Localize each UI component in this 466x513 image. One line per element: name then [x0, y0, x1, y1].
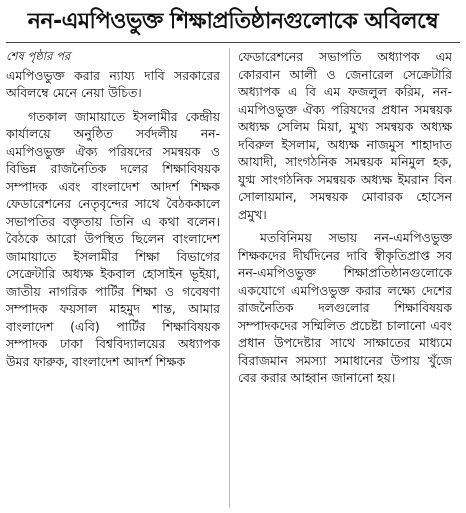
headline-rule	[6, 42, 460, 43]
right-column	[238, 48, 452, 508]
column-divider	[229, 48, 230, 508]
headline-box	[8, 4, 458, 40]
continued-label: শেষ পৃষ্ঠার পর	[6, 49, 71, 63]
left-column	[6, 48, 220, 508]
article-paragraph: গতকাল জামায়াতে ইসলামীর কেন্দ্রীয় কার্যালয়ে অনুষ্ঠিত সর্বদলীয় নন-এমপিওভুক্ত ঐক্য পরিষদের সমন্বয়ক ও বিভিন্ন রাজনৈতিক দলের শিক্ষাবিষয়ক সম্পাদক এবং বাংলাদেশ আদর্শ শিক্ষক ফেডারেশনের নেতৃবৃন্দের সাথে বৈঠককালে সভাপতির বক্তৃতায় তিনি এ কথা বলেন। বৈঠকে আরো উপস্থিত ছিলেন বাংলাদেশ জামায়াতে ইসলামীর শিক্ষা বিভাগের সেক্রেটারি অধ্যক্ষ ইকবাল হোসাইন ভূইয়া, জাতীয় নাগরিক পার্টির শিক্ষা ও গবেষণা সম্পাদক ফয়সাল মাহমুদ শান্ত, আমার বাংলাদেশ (এবি) পার্টির শিক্ষাবিষয়ক সম্পাদক ঢাকা বিশ্ববিদ্যালয়ের অধ্যাপক উমর ফারুক, বাংলাদেশ আদর্শ শিক্ষক	[6, 108, 220, 369]
article-paragraph: এমপিওভুক্ত করার ন্যায্য দাবি সরকারের অবিলম্বে মেনে নেয়া উচিত।	[6, 67, 220, 100]
article-paragraph: ফেডারেশনের সভাপতি অধ্যাপক এম কোরবান আলী ও জেনারেল সেক্রেটারি অধ্যাপক এ বি এম ফজলুল করিম, নন-এমপিওভুক্ত ঐক্য পরিষদের প্রধান সমন্বয়ক অধ্যক্ষ সেলিম মিয়া, মুখ্য সমন্বয়ক অধ্যক্ষ দবিরুল ইসলাম, অধ্যক্ষ নাজমুস শাহাদাত আযাদী, সাংগঠনিক সমন্বয়ক মনিমুল হক, যুগ্ম সাংগঠনিক সমন্বয়ক অধ্যক্ষ ইমরান বিন সোলায়মান, সমন্বয়ক মোবারক হোসেন প্রমুখ।	[238, 49, 452, 222]
headline: নন-এমপিওভুক্ত শিক্ষাপ্রতিষ্ঠানগুলোকে অবিলম্বে	[27, 9, 439, 34]
article-paragraph: মতবিনিময় সভায় নন-এমপিওভুক্ত শিক্ষকদের দীর্ঘদিনের দাবি স্বীকৃতিপ্রাপ্ত সব নন-এমপিওভুক্ত শিক্ষাপ্রতিষ্ঠানগুলোকে একযোগে এমপিওভুক্ত করার লক্ষ্যে দেশের রাজনৈতিক দলগুলোর শিক্ষাবিষয়ক সম্পাদকদের সম্মিলিত প্রচেষ্টা চালানো এবং প্রধান উপদেষ্টার সাথে সাক্ষাতের মাধ্যমে বিরাজমান সমস্যা সমাধানের উপায় খুঁজে বের করার আহ্বান জানানো হয়।	[238, 230, 452, 385]
